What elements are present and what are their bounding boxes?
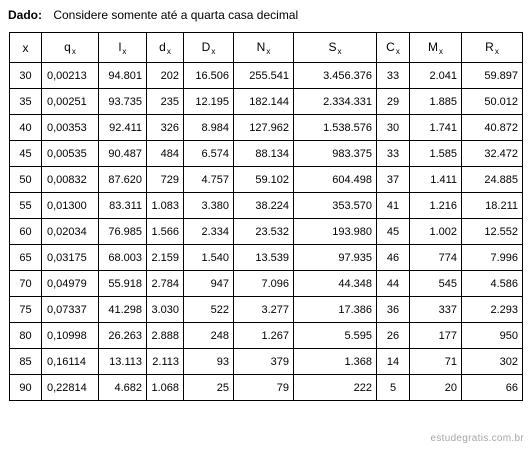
column-header-R: [462, 33, 523, 63]
cell-M: 2.041: [410, 63, 462, 89]
cell-N: 1.267: [234, 323, 294, 349]
cell-C: 37: [377, 167, 410, 193]
cell-l: 76.985: [99, 219, 147, 245]
column-symbol: C: [386, 39, 395, 54]
column-header-D: [184, 33, 234, 63]
cell-R: 302: [462, 349, 523, 375]
table-header: [10, 33, 523, 63]
cell-x: 60: [10, 219, 42, 245]
cell-M: 545: [410, 271, 462, 297]
column-symbol: l: [118, 39, 122, 54]
cell-d: 235: [147, 89, 184, 115]
cell-S: 17.386: [294, 297, 377, 323]
cell-S: 1.538.576: [294, 115, 377, 141]
cell-C: 5: [377, 375, 410, 401]
cell-C: 44: [377, 271, 410, 297]
cell-q: 0,00213: [42, 63, 99, 89]
table-row: [10, 297, 523, 323]
column-header-N: [234, 33, 294, 63]
cell-q: 0,02034: [42, 219, 99, 245]
cell-S: 2.334.331: [294, 89, 377, 115]
cell-d: 2.159: [147, 245, 184, 271]
cell-C: 26: [377, 323, 410, 349]
cell-d: 484: [147, 141, 184, 167]
header-row: [10, 33, 523, 63]
cell-N: 13.539: [234, 245, 294, 271]
cell-l: 94.801: [99, 63, 147, 89]
cell-l: 4.682: [99, 375, 147, 401]
table-row: [10, 167, 523, 193]
cell-C: 36: [377, 297, 410, 323]
cell-N: 59.102: [234, 167, 294, 193]
column-header-C: [377, 33, 410, 63]
cell-R: 50.012: [462, 89, 523, 115]
column-subscript: x: [395, 46, 400, 56]
cell-S: 5.595: [294, 323, 377, 349]
column-subscript: x: [266, 46, 271, 56]
cell-x: 85: [10, 349, 42, 375]
cell-d: 2.113: [147, 349, 184, 375]
cell-S: 604.498: [294, 167, 377, 193]
cell-D: 93: [184, 349, 234, 375]
table-row: [10, 323, 523, 349]
cell-R: 32.472: [462, 141, 523, 167]
cell-N: 88.134: [234, 141, 294, 167]
cell-S: 44.348: [294, 271, 377, 297]
cell-R: 4.586: [462, 271, 523, 297]
cell-l: 55.918: [99, 271, 147, 297]
cell-d: 326: [147, 115, 184, 141]
cell-N: 7.096: [234, 271, 294, 297]
cell-l: 26.263: [99, 323, 147, 349]
table-row: [10, 271, 523, 297]
column-symbol: x: [22, 40, 29, 55]
cell-d: 1.566: [147, 219, 184, 245]
cell-D: 4.757: [184, 167, 234, 193]
cell-D: 2.334: [184, 219, 234, 245]
cell-q: 0,03175: [42, 245, 99, 271]
cell-N: 182.144: [234, 89, 294, 115]
cell-x: 50: [10, 167, 42, 193]
column-symbol: D: [201, 39, 211, 54]
cell-x: 40: [10, 115, 42, 141]
column-symbol: q: [64, 39, 71, 54]
cell-C: 29: [377, 89, 410, 115]
cell-S: 3.456.376: [294, 63, 377, 89]
cell-N: 379: [234, 349, 294, 375]
column-symbol: N: [256, 39, 266, 54]
cell-M: 1.741: [410, 115, 462, 141]
cell-N: 38.224: [234, 193, 294, 219]
cell-l: 68.003: [99, 245, 147, 271]
cell-R: 18.211: [462, 193, 523, 219]
cell-q: 0,16114: [42, 349, 99, 375]
cell-q: 0,00535: [42, 141, 99, 167]
watermark: estudegratis.com.br: [430, 433, 524, 444]
cell-N: 23.532: [234, 219, 294, 245]
cell-l: 87.620: [99, 167, 147, 193]
cell-M: 1.585: [410, 141, 462, 167]
column-subscript: x: [71, 46, 76, 56]
cell-D: 12.195: [184, 89, 234, 115]
cell-M: 177: [410, 323, 462, 349]
column-subscript: x: [494, 46, 499, 56]
cell-q: 0,22814: [42, 375, 99, 401]
cell-R: 7.996: [462, 245, 523, 271]
cell-C: 14: [377, 349, 410, 375]
cell-l: 41.298: [99, 297, 147, 323]
cell-q: 0,00251: [42, 89, 99, 115]
cell-x: 80: [10, 323, 42, 349]
table-row: [10, 89, 523, 115]
column-symbol: R: [485, 39, 494, 54]
table-body: [10, 63, 523, 401]
cell-l: 83.311: [99, 193, 147, 219]
cell-q: 0,00353: [42, 115, 99, 141]
cell-R: 59.897: [462, 63, 523, 89]
column-header-x: [10, 33, 42, 63]
cell-S: 1.368: [294, 349, 377, 375]
cell-M: 1.002: [410, 219, 462, 245]
cell-R: 12.552: [462, 219, 523, 245]
cell-l: 13.113: [99, 349, 147, 375]
cell-D: 248: [184, 323, 234, 349]
cell-S: 983.375: [294, 141, 377, 167]
column-header-d: [147, 33, 184, 63]
cell-D: 1.540: [184, 245, 234, 271]
cell-x: 45: [10, 141, 42, 167]
cell-S: 97.935: [294, 245, 377, 271]
table-row: [10, 349, 523, 375]
cell-R: 66: [462, 375, 523, 401]
cell-M: 1.885: [410, 89, 462, 115]
cell-N: 127.962: [234, 115, 294, 141]
cell-x: 70: [10, 271, 42, 297]
cell-N: 79: [234, 375, 294, 401]
cell-q: 0,10998: [42, 323, 99, 349]
instruction-header: [8, 8, 298, 22]
cell-M: 1.411: [410, 167, 462, 193]
cell-q: 0,07337: [42, 297, 99, 323]
cell-M: 71: [410, 349, 462, 375]
cell-x: 30: [10, 63, 42, 89]
table-row: [10, 219, 523, 245]
cell-q: 0,04979: [42, 271, 99, 297]
cell-D: 3.380: [184, 193, 234, 219]
cell-D: 522: [184, 297, 234, 323]
cell-C: 30: [377, 115, 410, 141]
cell-d: 202: [147, 63, 184, 89]
cell-D: 25: [184, 375, 234, 401]
column-header-l: [99, 33, 147, 63]
cell-M: 20: [410, 375, 462, 401]
cell-D: 947: [184, 271, 234, 297]
table-row: [10, 245, 523, 271]
cell-C: 33: [377, 141, 410, 167]
column-subscript: x: [166, 46, 171, 56]
cell-R: 950: [462, 323, 523, 349]
cell-x: 75: [10, 297, 42, 323]
column-header-S: [294, 33, 377, 63]
cell-C: 45: [377, 219, 410, 245]
cell-D: 16.506: [184, 63, 234, 89]
cell-x: 65: [10, 245, 42, 271]
cell-C: 46: [377, 245, 410, 271]
cell-S: 222: [294, 375, 377, 401]
cell-C: 33: [377, 63, 410, 89]
cell-d: 2.784: [147, 271, 184, 297]
header-text: Considere somente até a quarta casa decimal: [53, 8, 299, 22]
cell-C: 41: [377, 193, 410, 219]
column-header-q: [42, 33, 99, 63]
cell-q: 0,01300: [42, 193, 99, 219]
cell-R: 24.885: [462, 167, 523, 193]
cell-d: 1.083: [147, 193, 184, 219]
cell-l: 93.735: [99, 89, 147, 115]
column-header-M: [410, 33, 462, 63]
cell-S: 353.570: [294, 193, 377, 219]
cell-N: 3.277: [234, 297, 294, 323]
cell-d: 729: [147, 167, 184, 193]
cell-d: 1.068: [147, 375, 184, 401]
cell-x: 35: [10, 89, 42, 115]
cell-d: 2.888: [147, 323, 184, 349]
column-subscript: x: [122, 46, 127, 56]
table-row: [10, 141, 523, 167]
table-row: [10, 63, 523, 89]
column-symbol: M: [428, 39, 438, 54]
cell-M: 1.216: [410, 193, 462, 219]
cell-R: 40.872: [462, 115, 523, 141]
cell-M: 337: [410, 297, 462, 323]
cell-N: 255.541: [234, 63, 294, 89]
cell-M: 774: [410, 245, 462, 271]
cell-q: 0,00832: [42, 167, 99, 193]
cell-D: 8.984: [184, 115, 234, 141]
table-row: [10, 115, 523, 141]
column-symbol: d: [159, 39, 166, 54]
cell-D: 6.574: [184, 141, 234, 167]
cell-S: 193.980: [294, 219, 377, 245]
cell-R: 2.293: [462, 297, 523, 323]
cell-x: 55: [10, 193, 42, 219]
commutation-table: [9, 32, 523, 401]
cell-l: 92.411: [99, 115, 147, 141]
column-subscript: x: [439, 46, 443, 56]
column-subscript: x: [337, 46, 342, 56]
cell-d: 3.030: [147, 297, 184, 323]
column-symbol: S: [328, 39, 337, 54]
cell-x: 90: [10, 375, 42, 401]
column-subscript: x: [211, 46, 216, 56]
header-label: Dado:: [8, 8, 42, 22]
table-row: [10, 375, 523, 401]
table-row: [10, 193, 523, 219]
cell-l: 90.487: [99, 141, 147, 167]
